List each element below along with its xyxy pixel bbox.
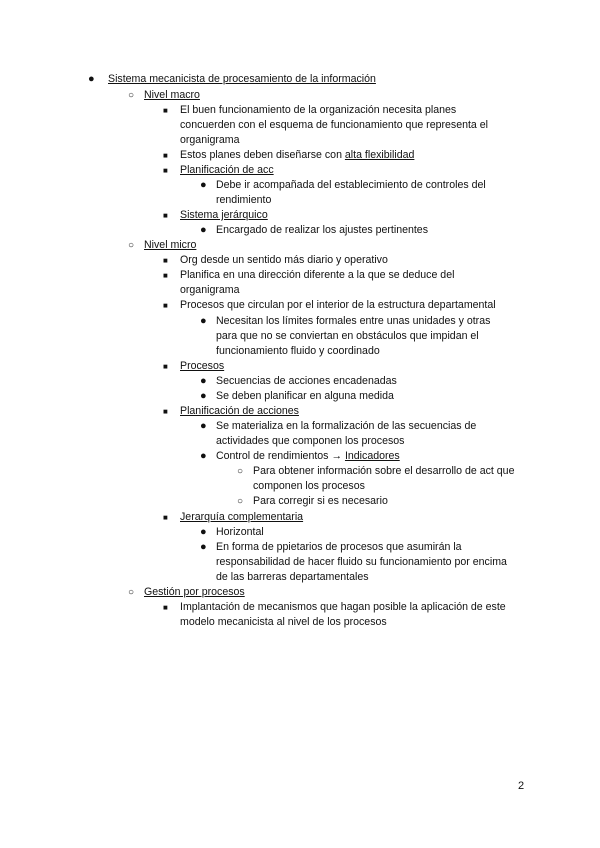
item-text-flexibilidad	[180, 148, 414, 163]
item-text: modelo mecanicista al nivel de los procesos	[180, 616, 387, 628]
item-text: Para corregir si es necesario	[253, 495, 388, 507]
item-nivel-micro: Nivel micro	[144, 239, 197, 251]
item-text: responsabilidad de hacer fluido su funcionamiento por encima	[216, 556, 507, 568]
item-text: Estos planes deben diseñarse con	[180, 149, 345, 161]
item-text: Encargado de realizar los ajustes pertinentes	[216, 224, 428, 236]
item-text: organigrama	[180, 284, 240, 296]
item-text: rendimiento	[216, 194, 272, 206]
square-bullet: ■	[163, 166, 168, 175]
item-text: Se materializa en la formalización de las secuencias de	[216, 420, 477, 432]
square-bullet: ■	[163, 513, 168, 522]
square-bullet: ■	[163, 211, 168, 220]
item-text: Control de rendimientos →	[216, 450, 345, 462]
item-text: Se deben planificar en alguna medida	[216, 390, 394, 402]
item-nivel-macro: Nivel macro	[144, 89, 200, 101]
disc-bullet: ●	[200, 450, 207, 462]
underlined-term: Indicadores	[344, 450, 400, 462]
disc-bullet: ●	[200, 390, 207, 402]
square-bullet: ■	[163, 301, 168, 310]
circle-bullet: ○	[128, 240, 135, 251]
disc-bullet: ●	[200, 224, 207, 236]
square-bullet: ■	[163, 271, 168, 280]
item-text: Procesos que circulan por el interior de la estructura departamental	[180, 299, 496, 311]
square-bullet: ■	[163, 362, 168, 371]
circle-bullet: ○	[237, 496, 244, 507]
item-procesos: Procesos	[180, 360, 225, 372]
page-number: 2	[518, 780, 525, 792]
item-text: concuerden con el esquema de funcionamiento que representa el	[180, 119, 489, 131]
disc-bullet: ●	[200, 541, 207, 553]
item-gestion-procesos: Gestión por procesos	[144, 586, 245, 598]
square-bullet: ■	[163, 106, 168, 115]
item-text: componen los procesos	[253, 480, 365, 492]
item-text: funcionamiento fluido y coordinado	[216, 345, 380, 357]
item-text: Org desde un sentido más diario y operativo	[180, 254, 388, 266]
item-text: Implantación de mecanismos que hagan posible la aplicación de este	[180, 601, 506, 613]
item-text: Horizontal	[216, 526, 264, 538]
disc-bullet: ●	[88, 73, 95, 85]
item-text: de las barreras departamentales	[216, 571, 369, 583]
disc-bullet: ●	[200, 420, 207, 432]
underlined-term: alta flexibilidad	[344, 149, 415, 161]
square-bullet: ■	[163, 256, 168, 265]
item-jerarquia-complementaria: Jerarquía complementaria	[180, 511, 304, 523]
disc-bullet: ●	[200, 375, 207, 387]
disc-bullet: ●	[200, 526, 207, 538]
item-text: organigrama	[180, 134, 240, 146]
item-sistema-jerarquico: Sistema jerárquico	[180, 209, 268, 221]
item-heading-sistema-mecanicista: Sistema mecanicista de procesamiento de la información	[108, 73, 376, 85]
item-text: para que no se conviertan en obstáculos que impidan el	[216, 330, 479, 342]
item-text: Secuencias de acciones encadenadas	[216, 375, 397, 387]
circle-bullet: ○	[128, 90, 135, 101]
item-text: El buen funcionamiento de la organización necesita planes	[180, 104, 457, 116]
item-text: actividades que componen los procesos	[216, 435, 405, 447]
disc-bullet: ●	[200, 315, 207, 327]
item-text: Debe ir acompañada del establecimiento de controles del	[216, 179, 486, 191]
item-text: Planifica en una dirección diferente a la que se deduce del	[180, 269, 455, 281]
circle-bullet: ○	[128, 587, 135, 598]
item-planificacion-acciones: Planificación de acciones	[180, 405, 299, 417]
disc-bullet: ●	[200, 179, 207, 191]
square-bullet: ■	[163, 603, 168, 612]
item-text: Necesitan los límites formales entre unas unidades y otras	[216, 315, 491, 327]
item-text: Para obtener información sobre el desarrollo de act que	[253, 465, 515, 477]
square-bullet: ■	[163, 407, 168, 416]
item-planificacion-acc: Planificación de acc	[180, 164, 274, 176]
item-text: En forma de ppietarios de procesos que asumirán la	[216, 541, 462, 553]
square-bullet: ■	[163, 151, 168, 160]
item-text-indicadores	[216, 449, 400, 464]
circle-bullet: ○	[237, 466, 244, 477]
